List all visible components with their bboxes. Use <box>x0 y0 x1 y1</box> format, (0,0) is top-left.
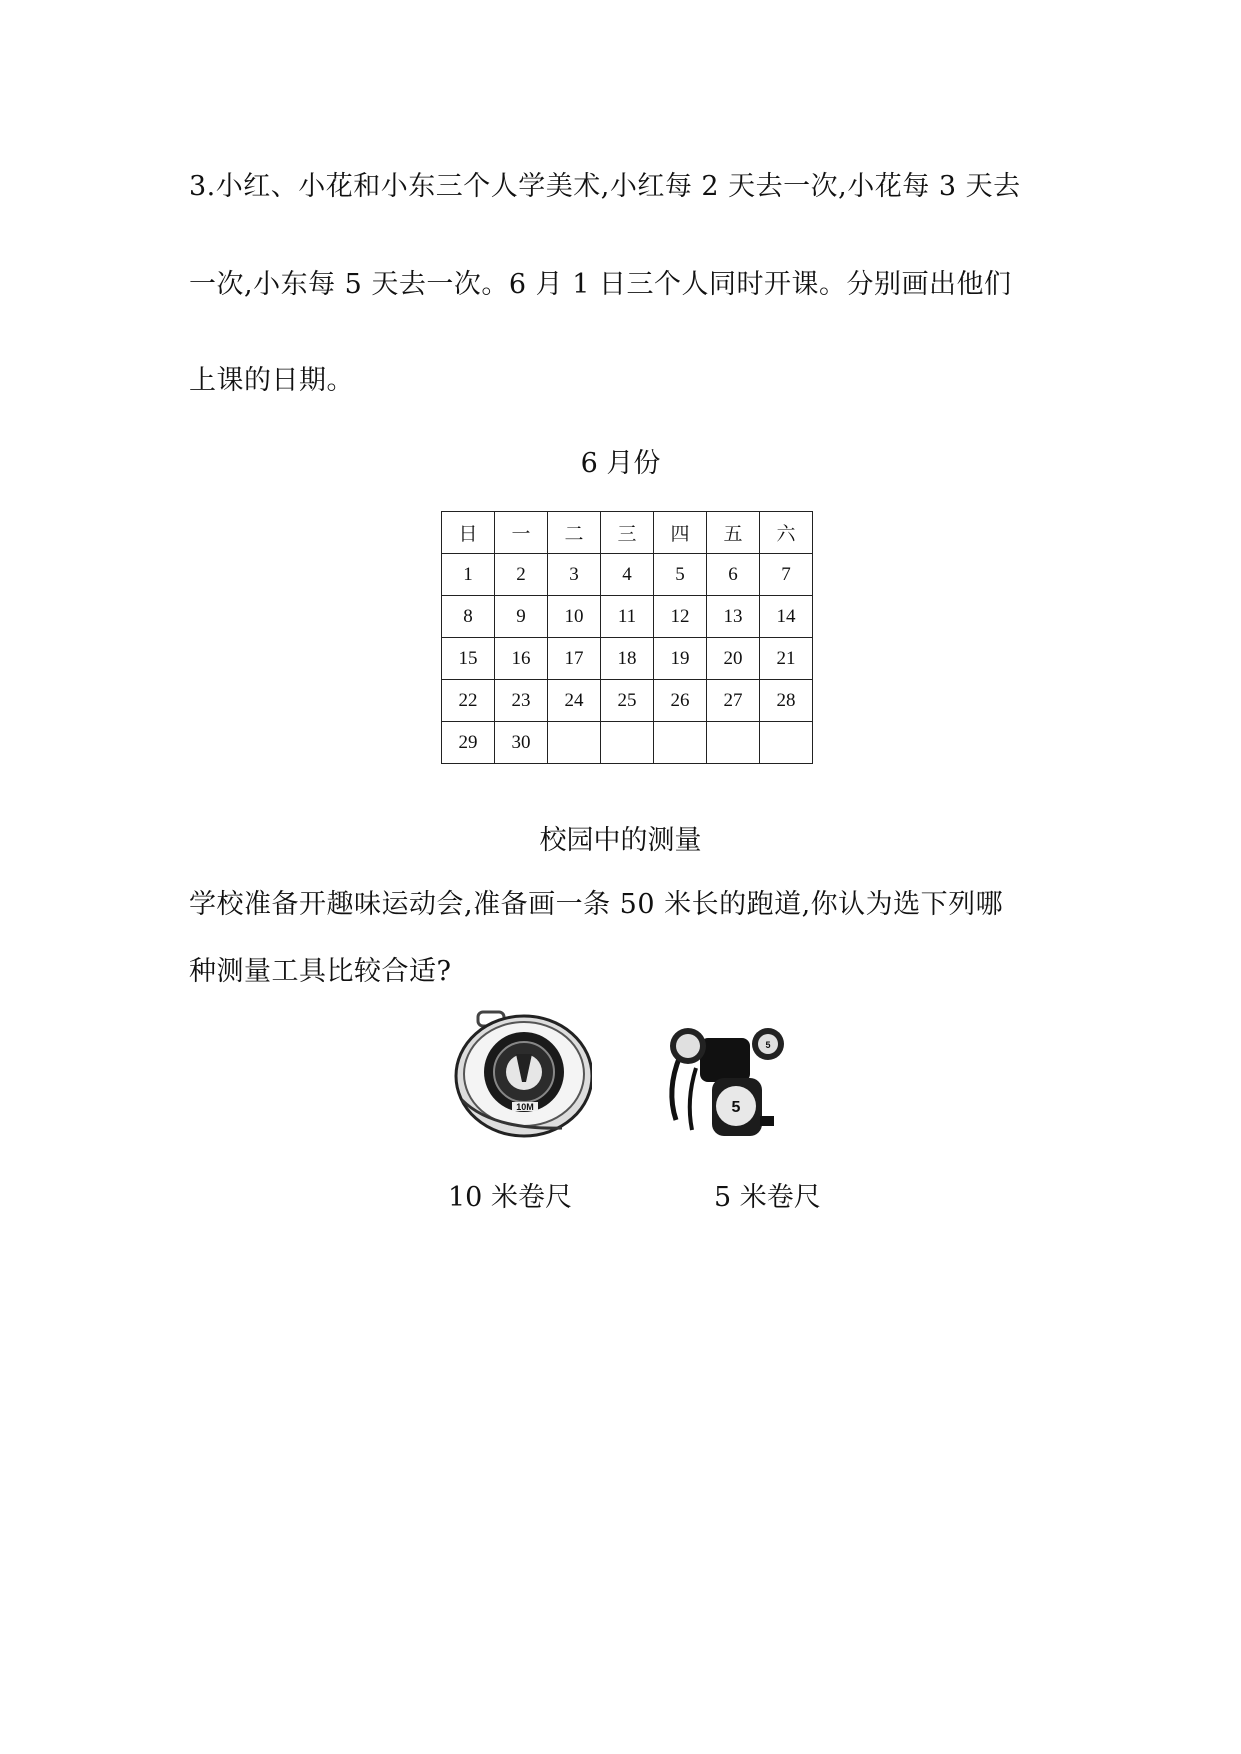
calendar-day-cell: 19 <box>654 638 707 680</box>
calendar-week-row <box>442 722 813 764</box>
problem-line-3: 上课的日期。 <box>189 365 354 396</box>
calendar-week-row <box>442 680 813 722</box>
calendar-day-cell: 30 <box>495 722 548 764</box>
calendar-day-cell <box>760 722 813 764</box>
calendar-week-row <box>442 554 813 596</box>
calendar-title: 6 月份 <box>580 448 661 479</box>
problem-line-1: 3.小红、小花和小东三个人学美术,小红每 2 天去一次,小花每 3 天去 <box>189 171 1021 202</box>
section-title: 校园中的测量 <box>539 825 702 856</box>
calendar-day-cell: 3 <box>548 554 601 596</box>
calendar-day-cell <box>601 722 654 764</box>
calendar-day-cell: 17 <box>548 638 601 680</box>
calendar-day-cell <box>548 722 601 764</box>
section-line-1: 学校准备开趣味运动会,准备画一条 50 米长的跑道,你认为选下列哪 <box>189 889 1004 920</box>
calendar-day-cell: 12 <box>654 596 707 638</box>
weekday-cell: 二 <box>548 512 601 554</box>
calendar-day-cell: 5 <box>654 554 707 596</box>
calendar-day-cell: 28 <box>760 680 813 722</box>
calendar-day-cell: 16 <box>495 638 548 680</box>
calendar-day-cell: 2 <box>495 554 548 596</box>
calendar-day-cell: 8 <box>442 596 495 638</box>
calendar-day-cell: 1 <box>442 554 495 596</box>
tool-caption-5m: 5 米卷尺 <box>714 1182 821 1213</box>
calendar-day-cell <box>707 722 760 764</box>
calendar-day-cell: 26 <box>654 680 707 722</box>
calendar-week-row <box>442 596 813 638</box>
calendar-day-cell: 11 <box>601 596 654 638</box>
section-line-2: 种测量工具比较合适? <box>189 956 452 987</box>
calendar-header-row <box>442 512 813 554</box>
svg-text:5: 5 <box>731 1099 741 1116</box>
calendar-day-cell: 27 <box>707 680 760 722</box>
calendar-day-cell: 10 <box>548 596 601 638</box>
calendar-day-cell: 21 <box>760 638 813 680</box>
calendar-day-cell: 22 <box>442 680 495 722</box>
svg-text:10M: 10M <box>516 1102 534 1112</box>
problem-line-2: 一次,小东每 5 天去一次。6 月 1 日三个人同时开课。分别画出他们 <box>189 269 1012 300</box>
weekday-cell: 五 <box>707 512 760 554</box>
calendar-day-cell: 13 <box>707 596 760 638</box>
calendar-day-cell: 25 <box>601 680 654 722</box>
weekday-cell: 三 <box>601 512 654 554</box>
weekday-cell: 四 <box>654 512 707 554</box>
tool-caption-10m: 10 米卷尺 <box>448 1182 572 1213</box>
weekday-cell: 日 <box>442 512 495 554</box>
calendar-day-cell: 15 <box>442 638 495 680</box>
calendar-table <box>441 511 813 764</box>
tape-measure-set-icon <box>656 1020 806 1154</box>
svg-text:5: 5 <box>765 1040 771 1050</box>
calendar-day-cell: 29 <box>442 722 495 764</box>
calendar-day-cell: 9 <box>495 596 548 638</box>
calendar-day-cell: 18 <box>601 638 654 680</box>
calendar-day-cell: 14 <box>760 596 813 638</box>
calendar-day-cell <box>654 722 707 764</box>
calendar-day-cell: 4 <box>601 554 654 596</box>
calendar-day-cell: 7 <box>760 554 813 596</box>
calendar-day-cell: 24 <box>548 680 601 722</box>
calendar-day-cell: 23 <box>495 680 548 722</box>
weekday-cell: 一 <box>495 512 548 554</box>
calendar-week-row <box>442 638 813 680</box>
calendar-day-cell: 20 <box>707 638 760 680</box>
weekday-cell: 六 <box>760 512 813 554</box>
calendar-day-cell: 6 <box>707 554 760 596</box>
tape-measure-reel-icon <box>452 1010 592 1144</box>
